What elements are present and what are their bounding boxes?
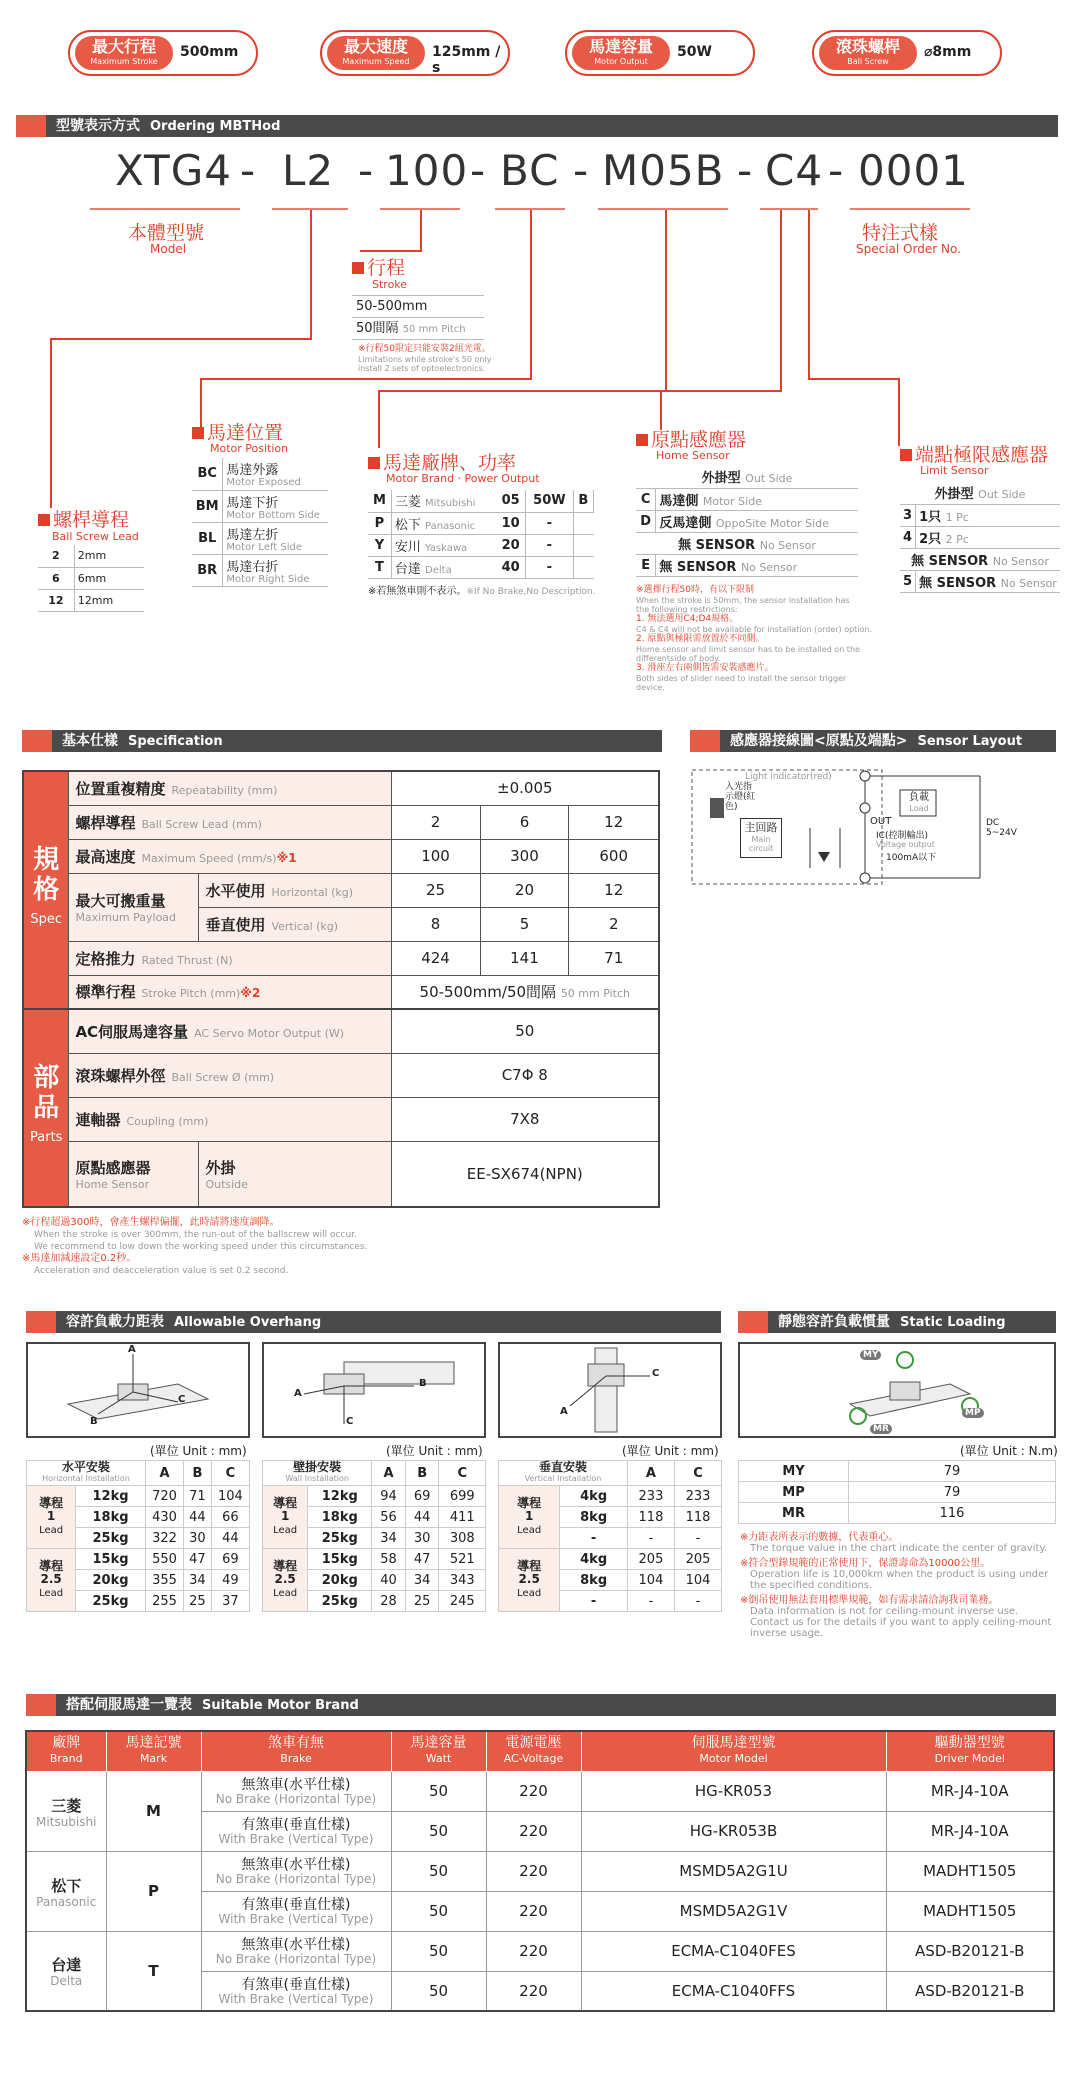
spec-pill-stroke: 最大行程 Maximum Stroke 500mm bbox=[68, 30, 258, 76]
limit-table: 外掛型 Out Side 3 1只 1 Pc 4 2只 2 Pc 無 SENSOR No Sensor 5 無 SENSOR No Sensor bbox=[900, 482, 1060, 593]
special-label-en: Special Order No. bbox=[856, 242, 961, 256]
position-title-en: Motor Position bbox=[210, 442, 289, 455]
home-title: 原點感應器 bbox=[636, 425, 746, 452]
position-table: BC 馬達外露 Motor Exposed BM 馬達下折 Motor Bottom Side BL 馬達左折 Motor Left Side BR 馬達右折 Motor Right Side bbox=[192, 458, 328, 587]
vertical-table: 垂直安裝 Vertical Installation A C 導程 1 Lead 4kg 233 233 8kg 118 118 - - - 導程 2.5 Lead 4kg 205 205 8kg 104 104 - - - bbox=[498, 1460, 722, 1612]
model-label: 本體型號 bbox=[128, 222, 205, 244]
lead-title-en: Ball Screw Lead bbox=[52, 530, 139, 543]
moment-notes: ※力距表所表示的數據，代表重心。 The torque value in the chart indicate the center of gravity. ※符合型錄規範的正常使用下，保證壽命為10000公里。 Operation life is 10,000km when the product is using under the specified conditions. ※倒吊使用無法套用標準規範，如有需求請洽詢我司業務。 Data information is not for ceiling-mount inverse use. Contact us for the details if you want to apply ceiling-mount inverse usage. bbox=[740, 1532, 1052, 1639]
spec-pill-motor: 馬達容量 Motor Output 50W bbox=[565, 30, 755, 76]
limit-title: 端點極限感應器 bbox=[900, 440, 1048, 467]
section-spec: 基本仕樣 Specification bbox=[22, 730, 662, 752]
horizontal-table: 水平安裝 Horizontal Installation A B C 導程 1 Lead 12kg 720 71 104 18kg 430 44 66 25kg 322 30 44 導程 2.5 Lead 15kg 550 47 69 20kg 355 34 49 25kg 255 25 37 bbox=[26, 1460, 250, 1612]
spec-notes: ※行程超過300時，會產生螺桿偏擺，此時請將速度調降。 When the stroke is over 300mm, the run-out of the ballscrew will occur. We recommend to low down the working speed under this circumstances. ※馬達加減速設定0.2秒。 Acceleration and deacceleration value is set 0.2 second. bbox=[22, 1217, 368, 1276]
brand-title: 馬達廠牌、功率 bbox=[368, 448, 516, 475]
brand-note: ※若無煞車則不表示。※If No Brake,No Description. bbox=[368, 586, 596, 597]
vertical-diagram: A C bbox=[498, 1342, 722, 1438]
brand-table: M 三菱 Mitsubishi 05 50W B P 松下 Panasonic 10 - Y 安川 Yaskawa 20 - T 台達 Delta 40 - bbox=[368, 490, 594, 579]
wall-diagram: A B C bbox=[262, 1342, 486, 1438]
special-label: 特注式樣 bbox=[862, 222, 939, 244]
stroke-title-en: Stroke bbox=[372, 278, 408, 291]
lead-title: 螺桿導程 bbox=[38, 505, 129, 532]
moment-diagram: MY MP MR bbox=[738, 1342, 1056, 1438]
home-table: 外掛型 Out Side C 馬達側 Motor Side D 反馬達側 OppoSite Motor Side 無 SENSOR No Sensor E 無 SENSOR No Sensor bbox=[636, 466, 858, 577]
home-notes: ※選擇行程50時，有以下限制 When the stroke is 50mm, the sensor installation has the following restrictions: 1. 無法選用C4;D4規格。 C4 & C4 will not be available for installation (order) option. 2. 原點與極限需放置於不同側。 Home sensor and limit sensor has to be installed on the differentside of body. 3. 滑座左右兩側皆需安裝感應片。 Both sides of slider need to install the sensor trigger device. bbox=[636, 585, 873, 692]
stroke-note-en: Limitations while stroke's 50 only install 2 sets of optoelectronics. bbox=[358, 355, 492, 373]
motor-table: 廠牌 Brand 馬達記號 Mark 煞車有無 Brake 馬達容量 Watt 電源電壓 AC-Voltage 伺服馬達型號 Motor Model 驅動器型號 Driver Model 三菱 Mitsubishi M 無煞車(水平仕樣) No Brake (Horizontal Type) 50 220 HG-KR053 MR-J4-10A 有煞車(垂直仕樣) With Brake (Vertical Type) 50 220 HG-KR053B MR-J4-10A 松下 Panasonic P 無煞車(水平仕樣) No Brake (Horizontal Type) 50 220 MSMD5A2G1U MADHT1505 有煞車(垂直仕樣) With Brake (Vertical Type) 50 220 MSMD5A2G1V MADHT1505 台達 Delta T 無煞車(水平仕樣) No Brake (Horizontal Type) 50 220 ECMA-C1040FES ASD-B20121-B 有煞車(垂直仕樣) With Brake (Vertical Type) 50 220 ECMA-C1040FFS ASD-B20121-B bbox=[25, 1730, 1055, 2012]
section-sensor: 感應器接線圖<原點及端點> Sensor Layout bbox=[690, 730, 1056, 752]
position-title: 馬達位置 bbox=[192, 418, 283, 445]
unit-v: (單位 Unit : mm) bbox=[622, 1444, 719, 1458]
section-moment: 靜態容許負載慣量 Static Loading bbox=[738, 1311, 1056, 1333]
spec-pill-screw: 滾珠螺桿 Ball Screw ⌀8mm bbox=[812, 30, 1002, 76]
lead-table: 2 2mm 6 6mm 12 12mm bbox=[38, 545, 144, 612]
horizontal-diagram: A C B bbox=[26, 1342, 250, 1438]
stroke-title: 行程 bbox=[352, 253, 405, 280]
section-ordering: 型號表示方式 Ordering MBTHod bbox=[16, 115, 1058, 137]
section-overhang: 容許負載力距表 Allowable Overhang bbox=[26, 1311, 721, 1333]
sensor-diagram: Light indicator(red) 入光指示燈(紅色) 主回路 Main circuit 負載 Load OUT IC(控制輸出) Voltage output 100mA以下 DC 5~24V bbox=[690, 768, 1030, 888]
section-motors: 搭配伺服馬達一覽表 Suitable Motor Brand bbox=[26, 1694, 1056, 1716]
stroke-box: 50-500mm 50間隔 50 mm Pitch bbox=[352, 295, 484, 340]
spec-pill-speed: 最大速度 Maximum Speed 125mm / s bbox=[320, 30, 510, 76]
moment-table: MY 79 MP 79 MR 116 bbox=[738, 1460, 1056, 1524]
spec-table: 規格 Spec 位置重複精度 Repeatability (mm) ±0.005 螺桿導程 Ball Screw Lead (mm) 2 6 12 最高速度 Maximum Speed (mm/s)※1 100 300 600 最大可搬重量 Maximum Payload 水平使用 Horizontal (kg) 25 20 12 垂直使用 Vertical (kg) 8 5 2 定格推力 Rated Thrust (N) 424 141 71 標準行程 Stroke Pitch (mm)※2 50-500mm/50間隔 50 mm Pitch 部品 Parts AC伺服馬達容量 AC Servo Motor Output (W) 50 滾珠螺桿外徑 Ball Screw Ø (mm) C7Φ 8 連軸器 Coupling (mm) 7X8 原點感應器 Home Sensor 外掛 Outside EE-SX674(NPN) bbox=[22, 770, 660, 1208]
unit-w: (單位 Unit : mm) bbox=[386, 1444, 483, 1458]
unit-moment: (單位 Unit : N.m) bbox=[960, 1444, 1058, 1458]
model-label-en: Model bbox=[150, 242, 187, 256]
brand-title-en: Motor Brand · Power Output bbox=[386, 472, 540, 485]
wall-table: 壁掛安裝 Wall Installation A B C 導程 1 Lead 12kg 94 69 699 18kg 56 44 411 25kg 34 30 308 導程 2.5 Lead 15kg 58 47 521 20kg 40 34 343 25kg 28 25 245 bbox=[262, 1460, 486, 1612]
limit-title-en: Limit Sensor bbox=[920, 464, 989, 477]
unit-h: (單位 Unit : mm) bbox=[150, 1444, 247, 1458]
home-title-en: Home Sensor bbox=[656, 449, 730, 462]
stroke-note: ※行程50限定只能安裝2組光電。 bbox=[358, 344, 491, 354]
